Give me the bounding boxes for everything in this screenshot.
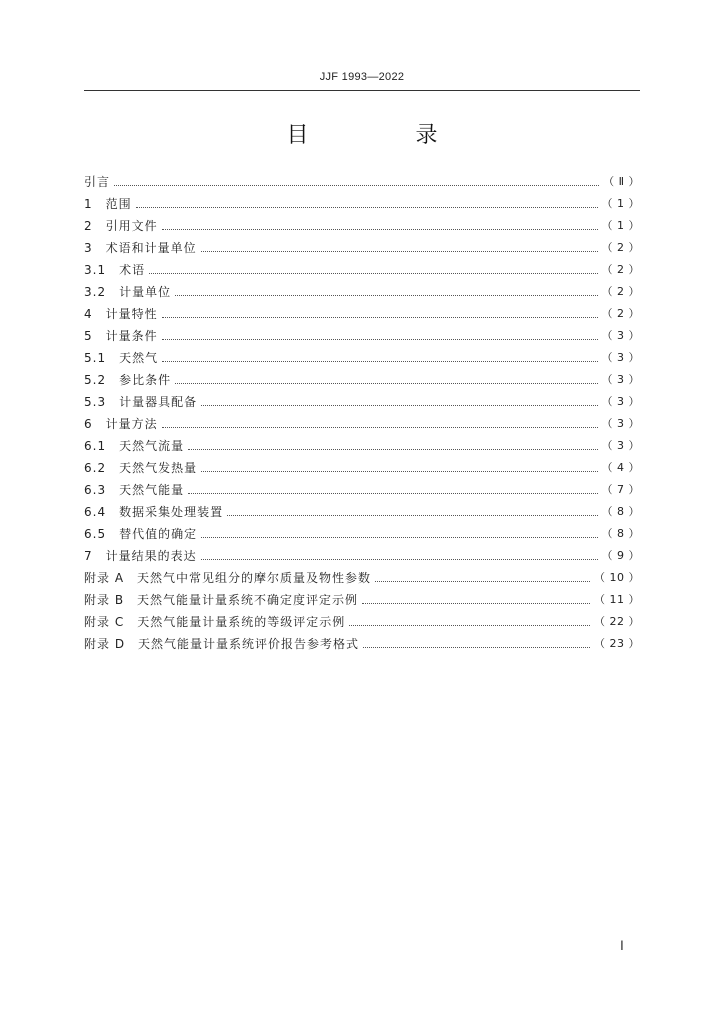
toc-entry[interactable]: [84, 610, 640, 632]
toc-entry[interactable]: [84, 368, 640, 390]
toc-entry[interactable]: [84, 632, 640, 654]
toc-dot-leader: [201, 537, 597, 538]
toc-dot-leader: [114, 185, 599, 186]
toc-entry[interactable]: [84, 170, 640, 192]
toc-entry-page: （ 2 ）: [601, 285, 640, 298]
toc-dot-leader: [201, 251, 598, 252]
toc-entry-label: 附录 C 天然气能量计量系统的等级评定示例: [84, 614, 346, 629]
toc-entry-label: 6.4 数据采集处理装置: [84, 504, 224, 519]
toc-entry-page: （ Ⅱ ）: [603, 175, 640, 188]
toc-dot-leader: [136, 207, 598, 208]
toc-entry-page: （ 8 ）: [601, 527, 640, 540]
toc-entry-label: 5.1 天然气: [84, 350, 159, 365]
toc-dot-leader: [362, 603, 590, 604]
toc-dot-leader: [227, 515, 597, 516]
toc-entry-label: 3 术语和计量单位: [84, 240, 197, 255]
toc-entry[interactable]: [84, 346, 640, 368]
toc-entry-label: 5.3 计量器具配备: [84, 394, 198, 409]
toc-entry-page: （ 2 ）: [601, 241, 640, 254]
toc-entry-label: 6.3 天然气能量: [84, 482, 185, 497]
toc-entry[interactable]: [84, 566, 640, 588]
toc-entry-page: （ 7 ）: [601, 483, 640, 496]
toc-entry[interactable]: [84, 280, 640, 302]
toc-entry[interactable]: [84, 456, 640, 478]
page-number: Ⅰ: [620, 938, 624, 953]
toc-dot-leader: [363, 647, 590, 648]
toc-dot-leader: [188, 449, 597, 450]
toc-entry-label: 附录 A 天然气中常见组分的摩尔质量及物性参数: [84, 570, 372, 585]
toc-entry-label: 附录 D 天然气能量计量系统评价报告参考格式: [84, 636, 360, 651]
toc-entry-page: （ 11 ）: [594, 593, 640, 606]
toc-entry-page: （ 1 ）: [601, 197, 640, 210]
toc-entry[interactable]: [84, 192, 640, 214]
toc-entry-label: 6 计量方法: [84, 416, 158, 431]
toc-entry-page: （ 3 ）: [601, 351, 640, 364]
toc-entry-label: 5 计量条件: [84, 328, 158, 343]
toc-entry[interactable]: [84, 522, 640, 544]
toc-dot-leader: [201, 471, 597, 472]
toc-entry-page: （ 9 ）: [601, 549, 640, 562]
toc-entry-label: 3.2 计量单位: [84, 284, 172, 299]
toc-entry[interactable]: [84, 434, 640, 456]
toc-entry-label: 引言: [84, 174, 111, 189]
toc-entry-page: （ 4 ）: [601, 461, 640, 474]
toc-dot-leader: [162, 339, 598, 340]
toc-entry-label: 3.1 术语: [84, 262, 146, 277]
toc-entry[interactable]: [84, 544, 640, 566]
toc-dot-leader: [175, 295, 597, 296]
toc-entry-label: 5.2 参比条件: [84, 372, 172, 387]
toc-entry-page: （ 22 ）: [594, 615, 640, 628]
toc-dot-leader: [162, 317, 598, 318]
toc-entry[interactable]: [84, 258, 640, 280]
toc-dot-leader: [201, 405, 597, 406]
toc-dot-leader: [188, 493, 597, 494]
toc-entry[interactable]: [84, 214, 640, 236]
toc-dot-leader: [349, 625, 590, 626]
toc-entry[interactable]: [84, 412, 640, 434]
toc-entry[interactable]: [84, 302, 640, 324]
toc-entry-label: 6.1 天然气流量: [84, 438, 185, 453]
toc-entry-page: （ 3 ）: [601, 439, 640, 452]
table-of-contents: [84, 170, 640, 654]
toc-entry-label: 6.5 替代值的确定: [84, 526, 198, 541]
toc-entry[interactable]: [84, 236, 640, 258]
document-code-header: JJF 1993—2022: [319, 71, 405, 83]
toc-dot-leader: [175, 383, 597, 384]
toc-entry-page: （ 8 ）: [601, 505, 640, 518]
toc-entry-page: （ 3 ）: [601, 417, 640, 430]
toc-dot-leader: [201, 559, 598, 560]
toc-entry[interactable]: [84, 500, 640, 522]
toc-entry[interactable]: [84, 390, 640, 412]
toc-entry-page: （ 23 ）: [594, 637, 640, 650]
toc-entry[interactable]: [84, 588, 640, 610]
toc-entry-label: 6.2 天然气发热量: [84, 460, 198, 475]
toc-dot-leader: [162, 361, 597, 362]
toc-entry-label: 附录 B 天然气能量计量系统不确定度评定示例: [84, 592, 359, 607]
toc-entry-page: （ 10 ）: [594, 571, 640, 584]
toc-entry-page: （ 2 ）: [601, 307, 640, 320]
toc-entry-label: 1 范围: [84, 196, 132, 211]
toc-entry-page: （ 3 ）: [601, 395, 640, 408]
toc-dot-leader: [149, 273, 597, 274]
toc-entry-page: （ 2 ）: [601, 263, 640, 276]
toc-entry-page: （ 3 ）: [601, 329, 640, 342]
toc-entry[interactable]: [84, 478, 640, 500]
page-title: 目 录: [286, 123, 488, 148]
toc-dot-leader: [162, 427, 598, 428]
toc-entry-label: 7 计量结果的表达: [84, 548, 197, 563]
header-rule: [84, 90, 640, 91]
toc-dot-leader: [375, 581, 590, 582]
toc-entry-label: 2 引用文件: [84, 218, 158, 233]
toc-entry-page: （ 1 ）: [601, 219, 640, 232]
toc-dot-leader: [162, 229, 598, 230]
toc-entry-label: 4 计量特性: [84, 306, 158, 321]
toc-entry-page: （ 3 ）: [601, 373, 640, 386]
toc-entry[interactable]: [84, 324, 640, 346]
